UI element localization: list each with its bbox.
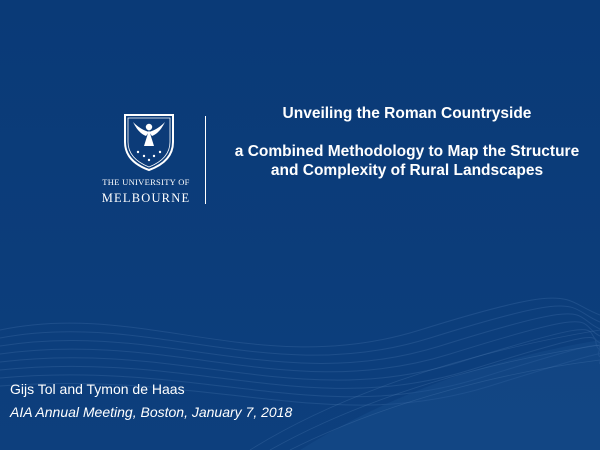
- event-text: AIA Annual Meeting, Boston, January 7, 2018: [10, 404, 293, 420]
- university-name-line2: MELBOURNE: [101, 191, 191, 205]
- title-block: [232, 104, 582, 180]
- authors-text: Gijs Tol and Tymon de Haas: [10, 381, 185, 397]
- university-name-line1: THE UNIVERSITY OF: [102, 177, 190, 187]
- university-crest-icon: [122, 112, 176, 172]
- slide-title: Unveiling the Roman Countryside: [282, 105, 532, 122]
- logo-divider: [205, 116, 206, 204]
- slide-subtitle: a Combined Methodology to Map the Structure and Complexity of Rural Landscapes: [234, 143, 580, 179]
- university-logo: [100, 112, 192, 208]
